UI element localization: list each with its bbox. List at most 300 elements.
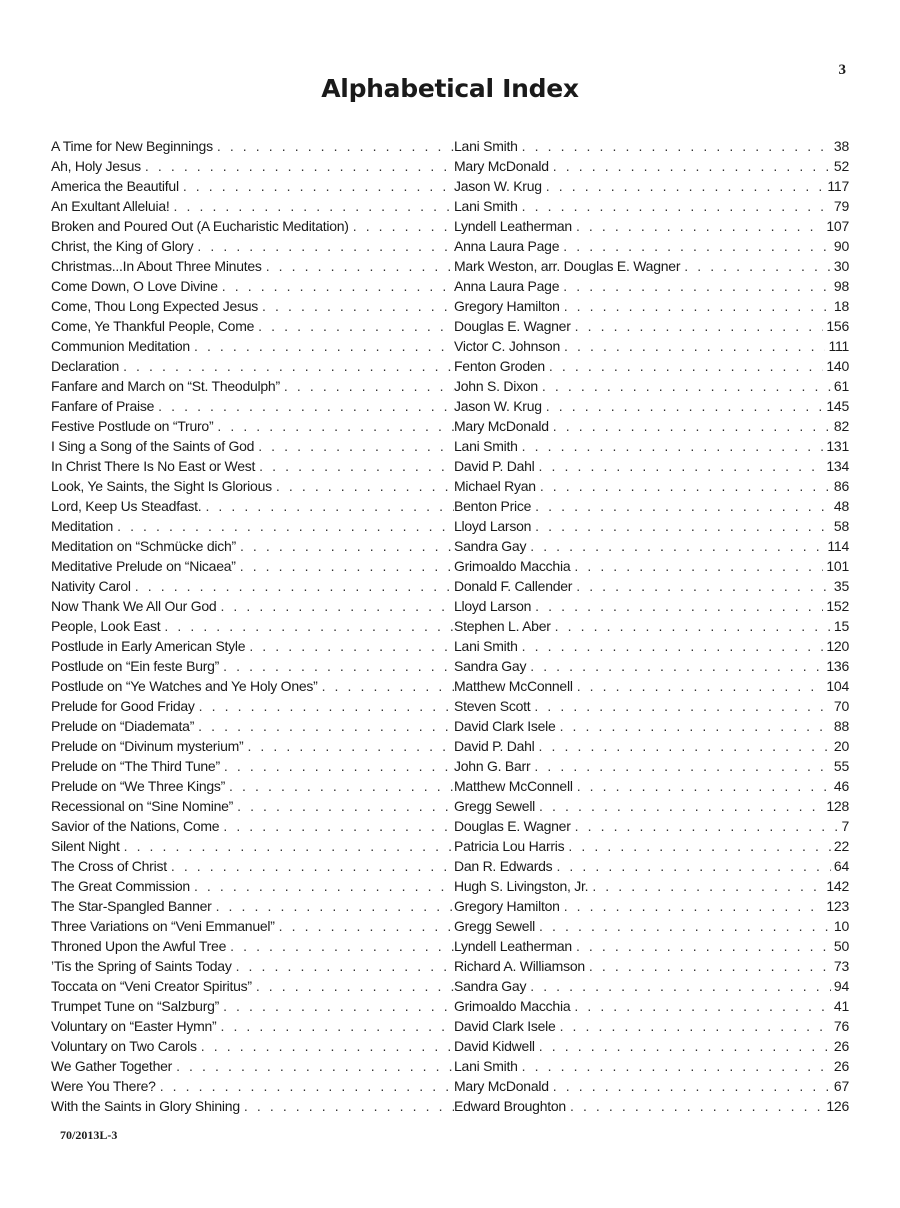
composer-dot-leader bbox=[553, 156, 831, 176]
entry-composer: Grimoaldo Macchia bbox=[454, 996, 574, 1016]
entry-composer: John S. Dixon bbox=[454, 376, 542, 396]
index-entry bbox=[51, 596, 849, 616]
entry-page-number: 156 bbox=[826, 318, 849, 334]
composer-dot-leader bbox=[576, 936, 831, 956]
composer-dot-leader bbox=[549, 356, 823, 376]
composer-dot-leader bbox=[535, 496, 831, 516]
title-dot-leader bbox=[353, 216, 454, 236]
entry-composer: Lani Smith bbox=[454, 636, 522, 656]
entry-title-cell bbox=[51, 556, 454, 576]
title-dot-leader bbox=[135, 576, 454, 596]
title-dot-leader bbox=[123, 356, 454, 376]
composer-dot-leader bbox=[535, 516, 831, 536]
catalog-code: 70/2013L-3 bbox=[60, 1128, 118, 1142]
entry-composer-cell bbox=[454, 296, 849, 316]
entry-title: Ah, Holy Jesus bbox=[51, 156, 145, 176]
entry-page-number: 101 bbox=[826, 558, 849, 574]
entry-composer-cell bbox=[454, 236, 849, 256]
index-entry bbox=[51, 316, 849, 336]
index-entry bbox=[51, 616, 849, 636]
composer-dot-leader bbox=[563, 236, 831, 256]
composer-dot-leader bbox=[563, 276, 831, 296]
entry-composer-cell bbox=[454, 356, 849, 376]
entry-title: Postlude on “Ein feste Burg” bbox=[51, 656, 223, 676]
index-entry bbox=[51, 916, 849, 936]
entry-composer-cell bbox=[454, 596, 849, 616]
composer-dot-leader bbox=[684, 256, 831, 276]
entry-composer-cell bbox=[454, 1016, 849, 1036]
entry-title: Festive Postlude on “Truro” bbox=[51, 416, 217, 436]
entry-composer-cell bbox=[454, 416, 849, 436]
entry-composer-cell bbox=[454, 776, 849, 796]
entry-page-number: 98 bbox=[833, 278, 849, 294]
composer-dot-leader bbox=[577, 676, 824, 696]
title-dot-leader bbox=[223, 656, 454, 676]
entry-title: Trumpet Tune on “Salzburg” bbox=[51, 996, 223, 1016]
entry-composer-cell bbox=[454, 496, 849, 516]
index-entry bbox=[51, 136, 849, 156]
entry-page-number: 126 bbox=[826, 1098, 849, 1114]
entry-title-cell bbox=[51, 416, 454, 436]
entry-composer: Sandra Gay bbox=[454, 536, 530, 556]
entry-composer: Gregory Hamilton bbox=[454, 896, 564, 916]
index-list bbox=[51, 136, 849, 1116]
title-dot-leader bbox=[205, 496, 454, 516]
index-entry bbox=[51, 336, 849, 356]
entry-title-cell bbox=[51, 616, 454, 636]
entry-title-cell bbox=[51, 576, 454, 596]
entry-page-number: 46 bbox=[833, 778, 849, 794]
entry-title: Lord, Keep Us Steadfast. bbox=[51, 496, 205, 516]
composer-dot-leader bbox=[530, 656, 823, 676]
entry-title: People, Look East bbox=[51, 616, 164, 636]
entry-title: Three Variations on “Veni Emmanuel” bbox=[51, 916, 279, 936]
entry-title-cell bbox=[51, 296, 454, 316]
entry-composer: Gregg Sewell bbox=[454, 916, 539, 936]
index-entry bbox=[51, 716, 849, 736]
page-title: Alphabetical Index bbox=[321, 74, 579, 103]
index-entry bbox=[51, 856, 849, 876]
entry-title: Nativity Carol bbox=[51, 576, 135, 596]
entry-composer: Jason W. Krug bbox=[454, 176, 546, 196]
index-entry bbox=[51, 636, 849, 656]
entry-title: Postlude in Early American Style bbox=[51, 636, 249, 656]
entry-composer: Douglas E. Wagner bbox=[454, 816, 575, 836]
entry-composer: Donald F. Callender bbox=[454, 576, 576, 596]
entry-title-cell bbox=[51, 456, 454, 476]
composer-dot-leader bbox=[542, 376, 831, 396]
index-entry bbox=[51, 896, 849, 916]
title-dot-leader bbox=[258, 436, 454, 456]
entry-composer-cell bbox=[454, 136, 849, 156]
entry-title-cell bbox=[51, 696, 454, 716]
index-entry bbox=[51, 356, 849, 376]
title-dot-leader bbox=[284, 376, 454, 396]
title-dot-leader bbox=[259, 456, 454, 476]
entry-composer-cell bbox=[454, 936, 849, 956]
entry-page-number: 35 bbox=[833, 578, 849, 594]
entry-title-cell bbox=[51, 336, 454, 356]
entry-page-number: 131 bbox=[826, 438, 849, 454]
composer-dot-leader bbox=[546, 396, 824, 416]
entry-composer: Sandra Gay bbox=[454, 976, 530, 996]
entry-composer: Richard A. Williamson bbox=[454, 956, 589, 976]
index-entry bbox=[51, 436, 849, 456]
composer-dot-leader bbox=[564, 896, 824, 916]
entry-title: Communion Meditation bbox=[51, 336, 194, 356]
index-entry bbox=[51, 956, 849, 976]
composer-dot-leader bbox=[574, 556, 823, 576]
composer-dot-leader bbox=[555, 616, 831, 636]
entry-composer-cell bbox=[454, 456, 849, 476]
entry-title: Throned Upon the Awful Tree bbox=[51, 936, 230, 956]
entry-title: Were You There? bbox=[51, 1076, 160, 1096]
entry-composer: Douglas E. Wagner bbox=[454, 316, 575, 336]
entry-title-cell bbox=[51, 496, 454, 516]
index-entry bbox=[51, 176, 849, 196]
title-dot-leader bbox=[124, 836, 454, 856]
entry-composer: John G. Barr bbox=[454, 756, 534, 776]
composer-dot-leader bbox=[539, 796, 823, 816]
title-dot-leader bbox=[249, 636, 454, 656]
entry-title: Postlude on “Ye Watches and Ye Holy Ones” bbox=[51, 676, 322, 696]
entry-composer: Lyndell Leatherman bbox=[454, 216, 576, 236]
index-entry bbox=[51, 736, 849, 756]
title-dot-leader bbox=[279, 916, 454, 936]
entry-composer-cell bbox=[454, 196, 849, 216]
entry-page-number: 82 bbox=[833, 418, 849, 434]
entry-composer-cell bbox=[454, 616, 849, 636]
entry-page-number: 48 bbox=[833, 498, 849, 514]
title-dot-leader bbox=[174, 196, 455, 216]
entry-composer: Edward Broughton bbox=[454, 1096, 570, 1116]
index-entry bbox=[51, 456, 849, 476]
entry-composer: Gregory Hamilton bbox=[454, 296, 564, 316]
entry-composer-cell bbox=[454, 216, 849, 236]
entry-title: The Star-Spangled Banner bbox=[51, 896, 216, 916]
entry-composer-cell bbox=[454, 756, 849, 776]
composer-dot-leader bbox=[540, 476, 831, 496]
entry-page-number: 142 bbox=[826, 878, 849, 894]
composer-dot-leader bbox=[564, 336, 825, 356]
entry-composer: Lloyd Larson bbox=[454, 596, 535, 616]
entry-title: I Sing a Song of the Saints of God bbox=[51, 436, 258, 456]
index-entry bbox=[51, 756, 849, 776]
entry-composer-cell bbox=[454, 156, 849, 176]
entry-title-cell bbox=[51, 796, 454, 816]
index-entry bbox=[51, 576, 849, 596]
entry-composer: Grimoaldo Macchia bbox=[454, 556, 574, 576]
entry-composer: Gregg Sewell bbox=[454, 796, 539, 816]
composer-dot-leader bbox=[592, 876, 823, 896]
index-entry bbox=[51, 676, 849, 696]
entry-page-number: 52 bbox=[833, 158, 849, 174]
entry-title: Recessional on “Sine Nomine” bbox=[51, 796, 237, 816]
title-dot-leader bbox=[230, 936, 454, 956]
title-dot-leader bbox=[145, 156, 454, 176]
entry-page-number: 123 bbox=[826, 898, 849, 914]
entry-composer-cell bbox=[454, 256, 849, 276]
entry-title-cell bbox=[51, 516, 454, 536]
index-entry bbox=[51, 816, 849, 836]
entry-composer: Lani Smith bbox=[454, 1056, 522, 1076]
composer-dot-leader bbox=[530, 536, 824, 556]
entry-page-number: 70 bbox=[833, 698, 849, 714]
entry-title: In Christ There Is No East or West bbox=[51, 456, 259, 476]
entry-title-cell bbox=[51, 856, 454, 876]
composer-dot-leader bbox=[546, 176, 825, 196]
entry-composer-cell bbox=[454, 976, 849, 996]
entry-composer: Fenton Groden bbox=[454, 356, 549, 376]
composer-dot-leader bbox=[539, 456, 824, 476]
entry-composer: David Kidwell bbox=[454, 1036, 539, 1056]
entry-composer-cell bbox=[454, 816, 849, 836]
entry-page-number: 20 bbox=[833, 738, 849, 754]
entry-title-cell bbox=[51, 1076, 454, 1096]
composer-dot-leader bbox=[522, 196, 831, 216]
entry-title: Come Down, O Love Divine bbox=[51, 276, 222, 296]
entry-title: Look, Ye Saints, the Sight Is Glorious bbox=[51, 476, 276, 496]
entry-composer: Anna Laura Page bbox=[454, 236, 563, 256]
entry-composer-cell bbox=[454, 996, 849, 1016]
entry-title-cell bbox=[51, 196, 454, 216]
entry-composer: Anna Laura Page bbox=[454, 276, 563, 296]
entry-page-number: 117 bbox=[827, 178, 849, 194]
entry-title: Broken and Poured Out (A Eucharistic Meditation) bbox=[51, 216, 353, 236]
entry-title-cell bbox=[51, 536, 454, 556]
entry-title-cell bbox=[51, 636, 454, 656]
composer-dot-leader bbox=[564, 296, 831, 316]
entry-composer: Michael Ryan bbox=[454, 476, 540, 496]
entry-title-cell bbox=[51, 156, 454, 176]
entry-title: Meditative Prelude on “Nicaea” bbox=[51, 556, 240, 576]
title-dot-leader bbox=[197, 236, 454, 256]
page-number: 3 bbox=[838, 62, 846, 78]
entry-page-number: 55 bbox=[833, 758, 849, 774]
entry-title-cell bbox=[51, 936, 454, 956]
title-dot-leader bbox=[176, 1056, 454, 1076]
index-entry bbox=[51, 376, 849, 396]
entry-composer-cell bbox=[454, 336, 849, 356]
entry-composer-cell bbox=[454, 1036, 849, 1056]
entry-composer: Patricia Lou Harris bbox=[454, 836, 568, 856]
entry-composer-cell bbox=[454, 576, 849, 596]
entry-page-number: 26 bbox=[833, 1038, 849, 1054]
entry-composer: Jason W. Krug bbox=[454, 396, 546, 416]
entry-page-number: 50 bbox=[833, 938, 849, 954]
entry-composer-cell bbox=[454, 556, 849, 576]
index-entry bbox=[51, 476, 849, 496]
entry-page-number: 128 bbox=[826, 798, 849, 814]
entry-title-cell bbox=[51, 176, 454, 196]
entry-composer-cell bbox=[454, 656, 849, 676]
entry-title: Meditation on “Schmücke dich” bbox=[51, 536, 240, 556]
title-dot-leader bbox=[223, 996, 454, 1016]
title-dot-leader bbox=[237, 796, 454, 816]
composer-dot-leader bbox=[534, 696, 831, 716]
entry-page-number: 104 bbox=[826, 678, 849, 694]
title-dot-leader bbox=[117, 516, 454, 536]
composer-dot-leader bbox=[570, 1096, 823, 1116]
entry-composer-cell bbox=[454, 696, 849, 716]
entry-page-number: 90 bbox=[833, 238, 849, 254]
entry-composer-cell bbox=[454, 376, 849, 396]
index-entry bbox=[51, 776, 849, 796]
index-entry bbox=[51, 1076, 849, 1096]
entry-composer-cell bbox=[454, 1096, 849, 1116]
title-dot-leader bbox=[158, 396, 454, 416]
entry-title-cell bbox=[51, 476, 454, 496]
entry-title: Savior of the Nations, Come bbox=[51, 816, 223, 836]
entry-page-number: 107 bbox=[826, 218, 849, 234]
entry-title-cell bbox=[51, 776, 454, 796]
entry-composer-cell bbox=[454, 516, 849, 536]
title-dot-leader bbox=[244, 1096, 454, 1116]
index-entry bbox=[51, 876, 849, 896]
composer-dot-leader bbox=[539, 736, 831, 756]
composer-dot-leader bbox=[577, 776, 831, 796]
entry-page-number: 145 bbox=[826, 398, 849, 414]
entry-page-number: 152 bbox=[826, 598, 849, 614]
entry-title: Silent Night bbox=[51, 836, 124, 856]
title-dot-leader bbox=[217, 416, 454, 436]
title-dot-leader bbox=[183, 176, 454, 196]
entry-composer-cell bbox=[454, 876, 849, 896]
entry-composer-cell bbox=[454, 836, 849, 856]
entry-composer-cell bbox=[454, 1056, 849, 1076]
index-entry bbox=[51, 216, 849, 236]
entry-title: The Cross of Christ bbox=[51, 856, 171, 876]
entry-composer-cell bbox=[454, 1076, 849, 1096]
entry-composer-cell bbox=[454, 856, 849, 876]
entry-page-number: 86 bbox=[833, 478, 849, 494]
title-dot-leader bbox=[322, 676, 454, 696]
entry-title-cell bbox=[51, 1056, 454, 1076]
entry-composer: Lyndell Leatherman bbox=[454, 936, 576, 956]
entry-title-cell bbox=[51, 596, 454, 616]
index-entry bbox=[51, 1096, 849, 1116]
entry-page-number: 18 bbox=[833, 298, 849, 314]
composer-dot-leader bbox=[522, 136, 831, 156]
entry-title-cell bbox=[51, 136, 454, 156]
index-entry bbox=[51, 696, 849, 716]
entry-title-cell bbox=[51, 816, 454, 836]
entry-title-cell bbox=[51, 876, 454, 896]
index-entry bbox=[51, 516, 849, 536]
entry-page-number: 7 bbox=[841, 818, 849, 834]
entry-page-number: 140 bbox=[826, 358, 849, 374]
entry-title-cell bbox=[51, 436, 454, 456]
composer-dot-leader bbox=[522, 636, 824, 656]
entry-composer: Victor C. Johnson bbox=[454, 336, 564, 356]
index-entry bbox=[51, 656, 849, 676]
entry-title: Prelude for Good Friday bbox=[51, 696, 199, 716]
entry-title: We Gather Together bbox=[51, 1056, 176, 1076]
entry-composer: Lani Smith bbox=[454, 136, 522, 156]
title-dot-leader bbox=[164, 616, 454, 636]
entry-title-cell bbox=[51, 756, 454, 776]
entry-composer: Lloyd Larson bbox=[454, 516, 535, 536]
entry-page-number: 136 bbox=[826, 658, 849, 674]
title-dot-leader bbox=[240, 556, 454, 576]
entry-title: Fanfare of Praise bbox=[51, 396, 158, 416]
entry-title: Prelude on “We Three Kings” bbox=[51, 776, 229, 796]
entry-title-cell bbox=[51, 356, 454, 376]
index-entry bbox=[51, 196, 849, 216]
index-entry bbox=[51, 976, 849, 996]
title-dot-leader bbox=[201, 1036, 454, 1056]
title-dot-leader bbox=[223, 816, 454, 836]
entry-page-number: 134 bbox=[826, 458, 849, 474]
entry-page-number: 10 bbox=[833, 918, 849, 934]
index-entry bbox=[51, 256, 849, 276]
entry-title: With the Saints in Glory Shining bbox=[51, 1096, 244, 1116]
entry-title: ’Tis the Spring of Saints Today bbox=[51, 956, 236, 976]
entry-title-cell bbox=[51, 396, 454, 416]
entry-title: The Great Commission bbox=[51, 876, 194, 896]
composer-dot-leader bbox=[534, 756, 831, 776]
title-dot-leader bbox=[236, 956, 454, 976]
entry-composer: David Clark Isele bbox=[454, 716, 560, 736]
entry-title: Meditation bbox=[51, 516, 117, 536]
entry-title: Come, Thou Long Expected Jesus bbox=[51, 296, 262, 316]
entry-title-cell bbox=[51, 216, 454, 236]
entry-page-number: 76 bbox=[833, 1018, 849, 1034]
composer-dot-leader bbox=[560, 716, 831, 736]
entry-page-number: 73 bbox=[833, 958, 849, 974]
title-dot-leader bbox=[194, 336, 454, 356]
entry-title: An Exultant Alleluia! bbox=[51, 196, 174, 216]
entry-page-number: 67 bbox=[833, 1078, 849, 1094]
title-dot-leader bbox=[266, 256, 454, 276]
entry-title: Christmas...In About Three Minutes bbox=[51, 256, 266, 276]
index-entry bbox=[51, 556, 849, 576]
entry-title-cell bbox=[51, 256, 454, 276]
entry-page-number: 61 bbox=[833, 378, 849, 394]
entry-page-number: 41 bbox=[833, 998, 849, 1014]
entry-title-cell bbox=[51, 276, 454, 296]
entry-title: Voluntary on “Easter Hymn” bbox=[51, 1016, 220, 1036]
composer-dot-leader bbox=[574, 996, 831, 1016]
entry-page-number: 94 bbox=[833, 978, 849, 994]
entry-composer: Dan R. Edwards bbox=[454, 856, 556, 876]
entry-page-number: 111 bbox=[828, 338, 849, 354]
title-dot-leader bbox=[262, 296, 454, 316]
index-entry bbox=[51, 996, 849, 1016]
entry-title: Prelude on “Diademata” bbox=[51, 716, 198, 736]
entry-composer: Mary McDonald bbox=[454, 416, 553, 436]
entry-composer-cell bbox=[454, 796, 849, 816]
index-entry bbox=[51, 536, 849, 556]
entry-page-number: 15 bbox=[833, 618, 849, 634]
entry-composer-cell bbox=[454, 316, 849, 336]
entry-title-cell bbox=[51, 716, 454, 736]
index-entry bbox=[51, 416, 849, 436]
title-dot-leader bbox=[222, 276, 454, 296]
index-entry bbox=[51, 276, 849, 296]
entry-composer: Mark Weston, arr. Douglas E. Wagner bbox=[454, 256, 684, 276]
composer-dot-leader bbox=[539, 916, 831, 936]
entry-title: Prelude on “Divinum mysterium” bbox=[51, 736, 247, 756]
composer-dot-leader bbox=[576, 576, 831, 596]
composer-dot-leader bbox=[553, 1076, 831, 1096]
entry-page-number: 79 bbox=[833, 198, 849, 214]
title-dot-leader bbox=[276, 476, 454, 496]
entry-composer-cell bbox=[454, 476, 849, 496]
composer-dot-leader bbox=[535, 596, 823, 616]
entry-composer: Sandra Gay bbox=[454, 656, 530, 676]
entry-title: Christ, the King of Glory bbox=[51, 236, 197, 256]
